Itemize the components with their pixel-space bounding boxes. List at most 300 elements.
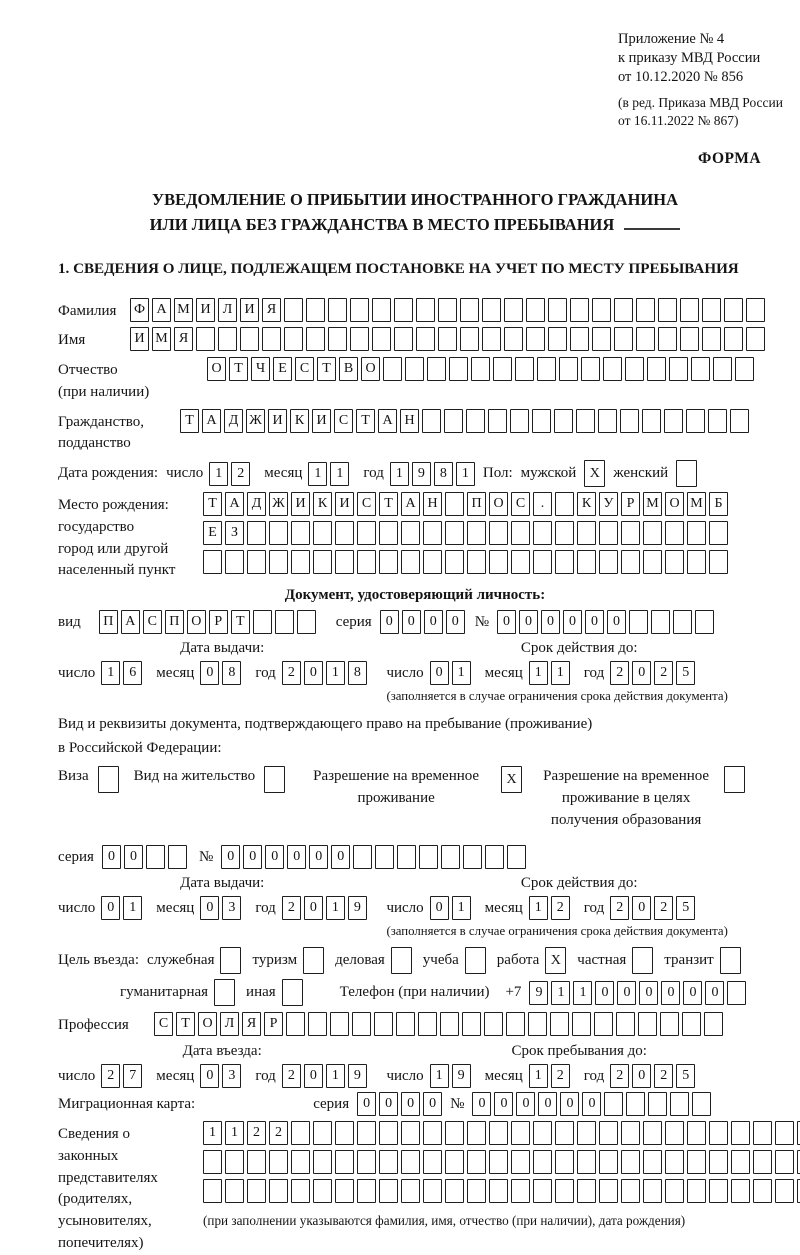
option-label: учеба [422, 952, 459, 969]
form-cell: 1 [330, 462, 349, 486]
form-cell: 2 [282, 1064, 301, 1088]
form-cell [555, 550, 574, 574]
form-cell: 0 [221, 845, 240, 869]
identity-doc-type-cells [99, 610, 316, 634]
form-cell [731, 1150, 750, 1174]
form-cell: 0 [243, 845, 262, 869]
option-checkbox [720, 947, 741, 974]
form-cell [550, 1012, 569, 1036]
form-cell [665, 550, 684, 574]
form-cell [537, 357, 556, 381]
form-cell: 8 [348, 661, 367, 685]
form-cell [511, 550, 530, 574]
form-cell: 0 [304, 661, 323, 685]
form-cell: 0 [304, 896, 323, 920]
form-cell [493, 357, 512, 381]
form-cell: Ж [269, 492, 288, 516]
form-cell [247, 550, 266, 574]
identity-doc-dates [58, 640, 772, 704]
form-cell: 0 [497, 610, 516, 634]
form-cell: 1 [326, 1064, 345, 1088]
form-cell: 1 [101, 661, 120, 685]
form-cell: 0 [357, 1092, 376, 1116]
form-cell [357, 1150, 376, 1174]
entry-date-heading: Дата въезда: [182, 1043, 262, 1059]
form-cell [548, 298, 567, 322]
education-residence-option [537, 766, 745, 831]
form-cell: 0 [309, 845, 328, 869]
form-cell [555, 492, 574, 516]
sex-label: Пол: [482, 465, 513, 481]
form-cell [708, 409, 727, 433]
form-cell [746, 327, 765, 351]
patronymic-label [58, 357, 207, 404]
form-cell: 5 [676, 896, 695, 920]
form-cell [528, 1012, 547, 1036]
option-checkbox [545, 947, 566, 974]
form-cell [357, 1121, 376, 1145]
identity-valid-note: (заполняется в случае ограничения срока действия документа) [386, 689, 728, 703]
visit-purpose-row [58, 947, 772, 974]
form-cell [533, 550, 552, 574]
form-cell [570, 327, 589, 351]
education-residence-checkbox [724, 766, 745, 793]
form-cell [445, 1121, 464, 1145]
stay-until-col [386, 1043, 772, 1088]
form-cell [599, 550, 618, 574]
form-cell [594, 1012, 613, 1036]
form-cell [291, 1121, 310, 1145]
education-residence-label: Разрешение на временное проживание в целях получения образования [543, 768, 710, 828]
form-cell [168, 845, 187, 869]
legal-rep-label-line6: попечителях) [58, 1234, 144, 1251]
residence-doc-intro [58, 712, 772, 760]
form-cell [724, 327, 743, 351]
form-cell: 0 [102, 845, 121, 869]
legal-rep-cells-row1 [203, 1121, 800, 1145]
form-cell: 9 [452, 1064, 471, 1088]
form-cell [648, 1092, 667, 1116]
option-checkbox [282, 979, 303, 1006]
form-cell [196, 327, 215, 351]
residence-issue-heading: Дата выдачи: [180, 875, 265, 892]
form-cell [599, 521, 618, 545]
form-cell: 0 [538, 1092, 557, 1116]
form-cell [614, 327, 633, 351]
form-cell: Т [317, 357, 336, 381]
form-cell: Т [176, 1012, 195, 1036]
form-cell [511, 521, 530, 545]
identity-doc-heading: Документ, удостоверяющий личность: [284, 587, 546, 603]
form-cell: Б [709, 492, 728, 516]
form-cell [724, 766, 745, 793]
form-cell: 0 [560, 1092, 579, 1116]
form-cell [687, 1121, 706, 1145]
form-cell [335, 521, 354, 545]
form-cell: С [511, 492, 530, 516]
form-cell: 1 [573, 981, 592, 1005]
form-cell: М [174, 298, 193, 322]
form-cell [225, 1179, 244, 1203]
form-cell [313, 521, 332, 545]
phone-label: Телефон (при наличии) [339, 984, 490, 1001]
form-cell [303, 947, 324, 974]
form-cell [724, 298, 743, 322]
form-cell [247, 1179, 266, 1203]
form-cell [438, 298, 457, 322]
option-checkbox [303, 947, 324, 974]
form-cell [286, 1012, 305, 1036]
date-part-label: год [583, 1067, 605, 1084]
form-cell [577, 1179, 596, 1203]
form-cell: Т [231, 610, 250, 634]
birth-place-cells-row2 [203, 521, 728, 545]
form-cell [394, 327, 413, 351]
firstname-cells [130, 327, 765, 351]
form-cell [485, 845, 504, 869]
god-cells [610, 896, 695, 920]
form-cell: 0 [472, 1092, 491, 1116]
form-cell [353, 845, 372, 869]
god-cells [390, 462, 475, 486]
form-cell: Е [203, 521, 222, 545]
form-cell [604, 1092, 623, 1116]
form-cell [350, 327, 369, 351]
form-cell: Т [229, 357, 248, 381]
form-cell: Я [174, 327, 193, 351]
form-cell [506, 1012, 525, 1036]
form-cell: 2 [231, 462, 250, 486]
form-cell [352, 1012, 371, 1036]
residence-valid-col [386, 875, 772, 939]
form-cell [449, 357, 468, 381]
form-cell: О [361, 357, 380, 381]
form-cell: 1 [326, 896, 345, 920]
profession-row [58, 1012, 772, 1037]
surname-cells [130, 298, 765, 322]
form-cell [643, 1179, 662, 1203]
form-cell: 0 [287, 845, 306, 869]
legal-representatives-note: (при заполнении указываются фамилия, имя, отчество (при наличии), дата рождения) [203, 1213, 686, 1228]
chislo-cells [430, 1064, 471, 1088]
title-line-1: УВЕДОМЛЕНИЕ О ПРИБЫТИИ ИНОСТРАННОГО ГРАЖДАНИНА [151, 190, 679, 209]
form-cell [308, 1012, 327, 1036]
residence-permit-option [134, 766, 285, 793]
form-cell: 0 [563, 610, 582, 634]
form-cell: А [225, 492, 244, 516]
form-cell [397, 845, 416, 869]
form-cell [621, 1121, 640, 1145]
form-cell: А [121, 610, 140, 634]
form-cell [731, 1121, 750, 1145]
form-cell: 2 [610, 661, 629, 685]
residence-doc-series-row [58, 845, 772, 869]
birth-place-label-line0: Место рождения: [58, 497, 169, 513]
birth-date-label: Дата рождения: [58, 465, 159, 481]
form-cell [665, 1150, 684, 1174]
form-cell: 1 [551, 981, 570, 1005]
date-part-label: число [386, 899, 424, 916]
form-cell: 3 [222, 896, 241, 920]
form-cell [98, 766, 119, 793]
visa-option [58, 766, 119, 793]
form-cell: 0 [423, 1092, 442, 1116]
form-cell: 0 [617, 981, 636, 1005]
form-cell [775, 1179, 794, 1203]
chislo-cells [430, 661, 471, 685]
date-part-label: месяц [264, 465, 303, 481]
form-cell: Ф [130, 298, 149, 322]
form-cell [306, 298, 325, 322]
date-part-label: год [255, 664, 276, 681]
form-cell [555, 1179, 574, 1203]
form-cell: И [268, 409, 287, 433]
form-cell [554, 409, 573, 433]
form-cell [466, 409, 485, 433]
form-cell: 1 [529, 896, 548, 920]
form-cell [220, 947, 241, 974]
option-label: иная [246, 984, 276, 1001]
form-cell [394, 298, 413, 322]
form-cell [482, 298, 501, 322]
form-cell [328, 298, 347, 322]
temporary-residence-checkbox [501, 766, 522, 793]
form-cell: 0 [265, 845, 284, 869]
form-cell [313, 1150, 332, 1174]
form-cell [692, 1092, 711, 1116]
form-cell [643, 1150, 662, 1174]
form-cell: Н [423, 492, 442, 516]
form-cell [297, 610, 316, 634]
form-cell [379, 521, 398, 545]
form-cell: 9 [529, 981, 548, 1005]
form-cell [269, 1179, 288, 1203]
form-cell [460, 298, 479, 322]
form-cell: 2 [282, 896, 301, 920]
form-cell: 0 [200, 661, 219, 685]
form-cell [532, 409, 551, 433]
form-cell [264, 766, 285, 793]
form-cell [467, 521, 486, 545]
form-cell: Р [209, 610, 228, 634]
form-cell: К [577, 492, 596, 516]
form-cell [511, 1150, 530, 1174]
entry-stay-dates [58, 1043, 772, 1088]
form-cell: 0 [494, 1092, 513, 1116]
female-checkbox [676, 460, 697, 487]
patronymic-cells [207, 357, 754, 381]
form-cell [533, 1179, 552, 1203]
god-cells [610, 1064, 695, 1088]
amendment-line: (в ред. Приказа МВД России [618, 95, 783, 111]
form-cell: 0 [101, 896, 120, 920]
form-cell [445, 492, 464, 516]
birth-place-cells-stack [203, 492, 728, 579]
legal-rep-label-line1: Сведения о [58, 1126, 130, 1142]
form-cell [775, 1121, 794, 1145]
form-cell [753, 1121, 772, 1145]
form-cell: А [202, 409, 221, 433]
birth-place-row [58, 492, 772, 582]
firstname-label: Имя [58, 332, 86, 349]
mesyac-cells [529, 1064, 570, 1088]
form-cell: И [312, 409, 331, 433]
form-cell [372, 327, 391, 351]
residence-doc-dates [58, 875, 772, 939]
form-cell: 8 [222, 661, 241, 685]
form-cell [511, 1179, 530, 1203]
form-cell: 2 [269, 1121, 288, 1145]
form-cell: П [165, 610, 184, 634]
form-cell [548, 327, 567, 351]
form-cell [401, 1150, 420, 1174]
stay-until-heading: Срок пребывания до: [511, 1043, 647, 1059]
form-cell [746, 298, 765, 322]
birth-place-label-line3: населенный пункт [58, 562, 176, 579]
form-cell: Я [262, 298, 281, 322]
option-checkbox [391, 947, 412, 974]
date-part-label: год [583, 664, 605, 681]
form-cell [709, 1179, 728, 1203]
form-cell [489, 1179, 508, 1203]
form-cell: 0 [124, 845, 143, 869]
form-cell: 0 [446, 610, 465, 634]
patronymic-label-line2: (при наличии) [58, 383, 150, 400]
form-cell: 9 [348, 1064, 367, 1088]
form-cell [577, 1150, 596, 1174]
form-body [58, 298, 772, 1255]
form-cell [647, 357, 666, 381]
form-cell: 1 [452, 896, 471, 920]
form-cell [658, 298, 677, 322]
form-cell [225, 1150, 244, 1174]
legal-representatives-cells-block [203, 1121, 800, 1229]
form-cell [577, 521, 596, 545]
form-cell: В [339, 357, 358, 381]
form-cell: Ч [251, 357, 270, 381]
form-cell: И [291, 492, 310, 516]
form-cell [463, 845, 482, 869]
form-cell: 2 [610, 896, 629, 920]
form-cell [401, 521, 420, 545]
form-cell [218, 327, 237, 351]
form-cell: С [295, 357, 314, 381]
form-cell: П [99, 610, 118, 634]
form-cell [383, 357, 402, 381]
form-cell [709, 1150, 728, 1174]
form-cell: 0 [607, 610, 626, 634]
option-checkbox [632, 947, 653, 974]
form-cell [526, 327, 545, 351]
option-label: работа [496, 952, 540, 969]
form-cell [629, 610, 648, 634]
form-cell [379, 1121, 398, 1145]
form-cell [269, 550, 288, 574]
form-cell [576, 409, 595, 433]
form-cell [465, 947, 486, 974]
form-cell: О [489, 492, 508, 516]
form-cell [284, 327, 303, 351]
form-cell [616, 1012, 635, 1036]
identity-issue-col [58, 640, 386, 704]
form-cell: И [335, 492, 354, 516]
form-cell [621, 550, 640, 574]
form-cell: 1 [529, 1064, 548, 1088]
entry-date-group [58, 1064, 367, 1088]
form-cell: 0 [632, 1064, 651, 1088]
residence-permit-label: Вид на жительство [133, 768, 256, 784]
identity-doc-series-label: серия [335, 613, 372, 630]
residence-valid-note: (заполняется в случае ограничения срока действия документа) [386, 924, 728, 939]
form-cell: X [545, 947, 566, 974]
form-cell [306, 327, 325, 351]
date-part-label: месяц [156, 899, 195, 916]
migration-card-number-label: № [450, 1095, 465, 1112]
form-cell: 2 [282, 661, 301, 685]
mesyac-cells [200, 661, 241, 685]
legal-rep-cells-row2 [203, 1150, 800, 1174]
sex-female-label: женский [613, 465, 669, 481]
form-cell [423, 1179, 442, 1203]
form-cell [146, 845, 165, 869]
form-cell [291, 521, 310, 545]
form-cell: 0 [632, 896, 651, 920]
form-cell: Я [242, 1012, 261, 1036]
form-cell [291, 1179, 310, 1203]
form-cell [621, 521, 640, 545]
form-cell [660, 1012, 679, 1036]
form-cell: 0 [379, 1092, 398, 1116]
title-line-2-text: ИЛИ ЛИЦА БЕЗ ГРАЖДАНСТВА В МЕСТО ПРЕБЫВАНИЯ [149, 214, 615, 234]
form-cell [253, 610, 272, 634]
sex-male-label: мужской [520, 465, 577, 481]
form-cell: Е [273, 357, 292, 381]
form-cell [441, 845, 460, 869]
date-part-label: год [583, 899, 605, 916]
form-cell [680, 327, 699, 351]
residence-doc-intro-line1: Вид и реквизиты документа, подтверждающего право на пребывание (проживание) [58, 716, 593, 732]
form-cell [669, 357, 688, 381]
phone-cells [529, 981, 746, 1005]
form-cell: 0 [582, 1092, 601, 1116]
residence-issue-col [58, 875, 386, 939]
identity-valid-date-group [386, 661, 695, 685]
residence-valid-date-group [386, 896, 695, 920]
form-cell [620, 409, 639, 433]
form-cell: 1 [430, 1064, 449, 1088]
form-cell: 0 [585, 610, 604, 634]
profession-cells [154, 1012, 723, 1036]
form-cell [438, 327, 457, 351]
surname-label: Фамилия [58, 302, 117, 319]
form-cell [444, 409, 463, 433]
form-cell [269, 1150, 288, 1174]
form-cell [214, 979, 235, 1006]
option-label: служебная [146, 952, 215, 969]
form-cell [445, 521, 464, 545]
identity-doc-number-cells [497, 610, 714, 634]
form-cell: 2 [654, 661, 673, 685]
form-cell: П [467, 492, 486, 516]
appendix-block [618, 30, 783, 130]
residence-series-cells [102, 845, 187, 869]
form-cell: 0 [304, 1064, 323, 1088]
form-cell [225, 550, 244, 574]
form-cell [704, 1012, 723, 1036]
legal-rep-cells-row3 [203, 1179, 800, 1203]
form-cell: 0 [200, 896, 219, 920]
form-cell: 5 [676, 1064, 695, 1088]
